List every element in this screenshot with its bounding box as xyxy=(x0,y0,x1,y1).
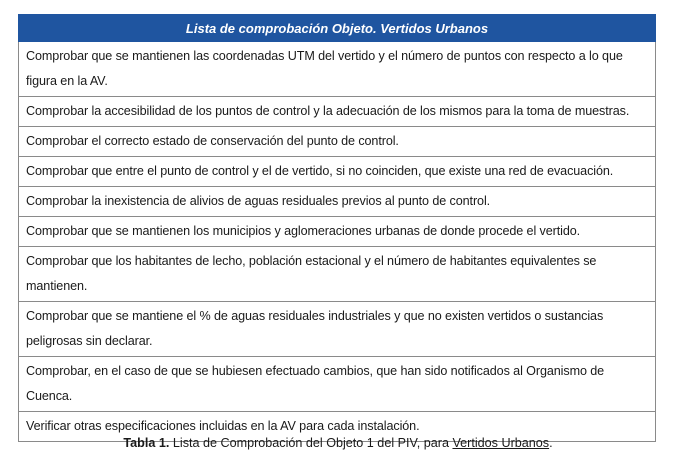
table-header-row xyxy=(19,15,656,42)
table-row xyxy=(19,127,656,157)
checklist-table-container xyxy=(18,14,656,442)
table-cell: Comprobar el correcto estado de conservación del punto de control. xyxy=(19,127,656,157)
table-row xyxy=(19,247,656,302)
table-row xyxy=(19,97,656,127)
table-row xyxy=(19,187,656,217)
caption-underlined: Vertidos Urbanos xyxy=(452,436,550,450)
table-cell: Comprobar que se mantienen los municipios y aglomeraciones urbanas de donde procede el vertido. xyxy=(19,217,656,247)
table-row xyxy=(19,42,656,97)
table-cell: Comprobar que los habitantes de lecho, población estacional y el número de habitantes equivalentes se mantienen. xyxy=(19,247,656,302)
table-row xyxy=(19,302,656,357)
table-row xyxy=(19,157,656,187)
caption-text: Lista de Comprobación del Objeto 1 del PIV, para xyxy=(169,436,453,450)
caption-end: . xyxy=(549,436,553,450)
table-cell: Comprobar la inexistencia de alivios de aguas residuales previos al punto de control. xyxy=(19,187,656,217)
table-cell: Comprobar que entre el punto de control y el de vertido, si no coinciden, que existe una red de evacuación. xyxy=(19,157,656,187)
table-cell: Verificar otras especificaciones incluidas en la AV para cada instalación. xyxy=(19,412,656,442)
table-cell: Comprobar que se mantiene el % de aguas residuales industriales y que no existen vertidos o sustancias peligrosas sin declarar. xyxy=(19,302,656,357)
table-row xyxy=(19,357,656,412)
table-header: Lista de comprobación Objeto. Vertidos Urbanos xyxy=(19,15,656,42)
table-cell: Comprobar que se mantienen las coordenadas UTM del vertido y el número de puntos con respecto a lo que figura en la AV. xyxy=(19,42,656,97)
table-row xyxy=(19,217,656,247)
table-caption xyxy=(0,436,676,450)
table-cell: Comprobar, en el caso de que se hubiesen efectuado cambios, que han sido notificados al Organismo de Cuenca. xyxy=(19,357,656,412)
table-cell: Comprobar la accesibilidad de los puntos de control y la adecuación de los mismos para la toma de muestras. xyxy=(19,97,656,127)
caption-label: Tabla 1. xyxy=(123,436,170,450)
checklist-table xyxy=(18,14,656,442)
